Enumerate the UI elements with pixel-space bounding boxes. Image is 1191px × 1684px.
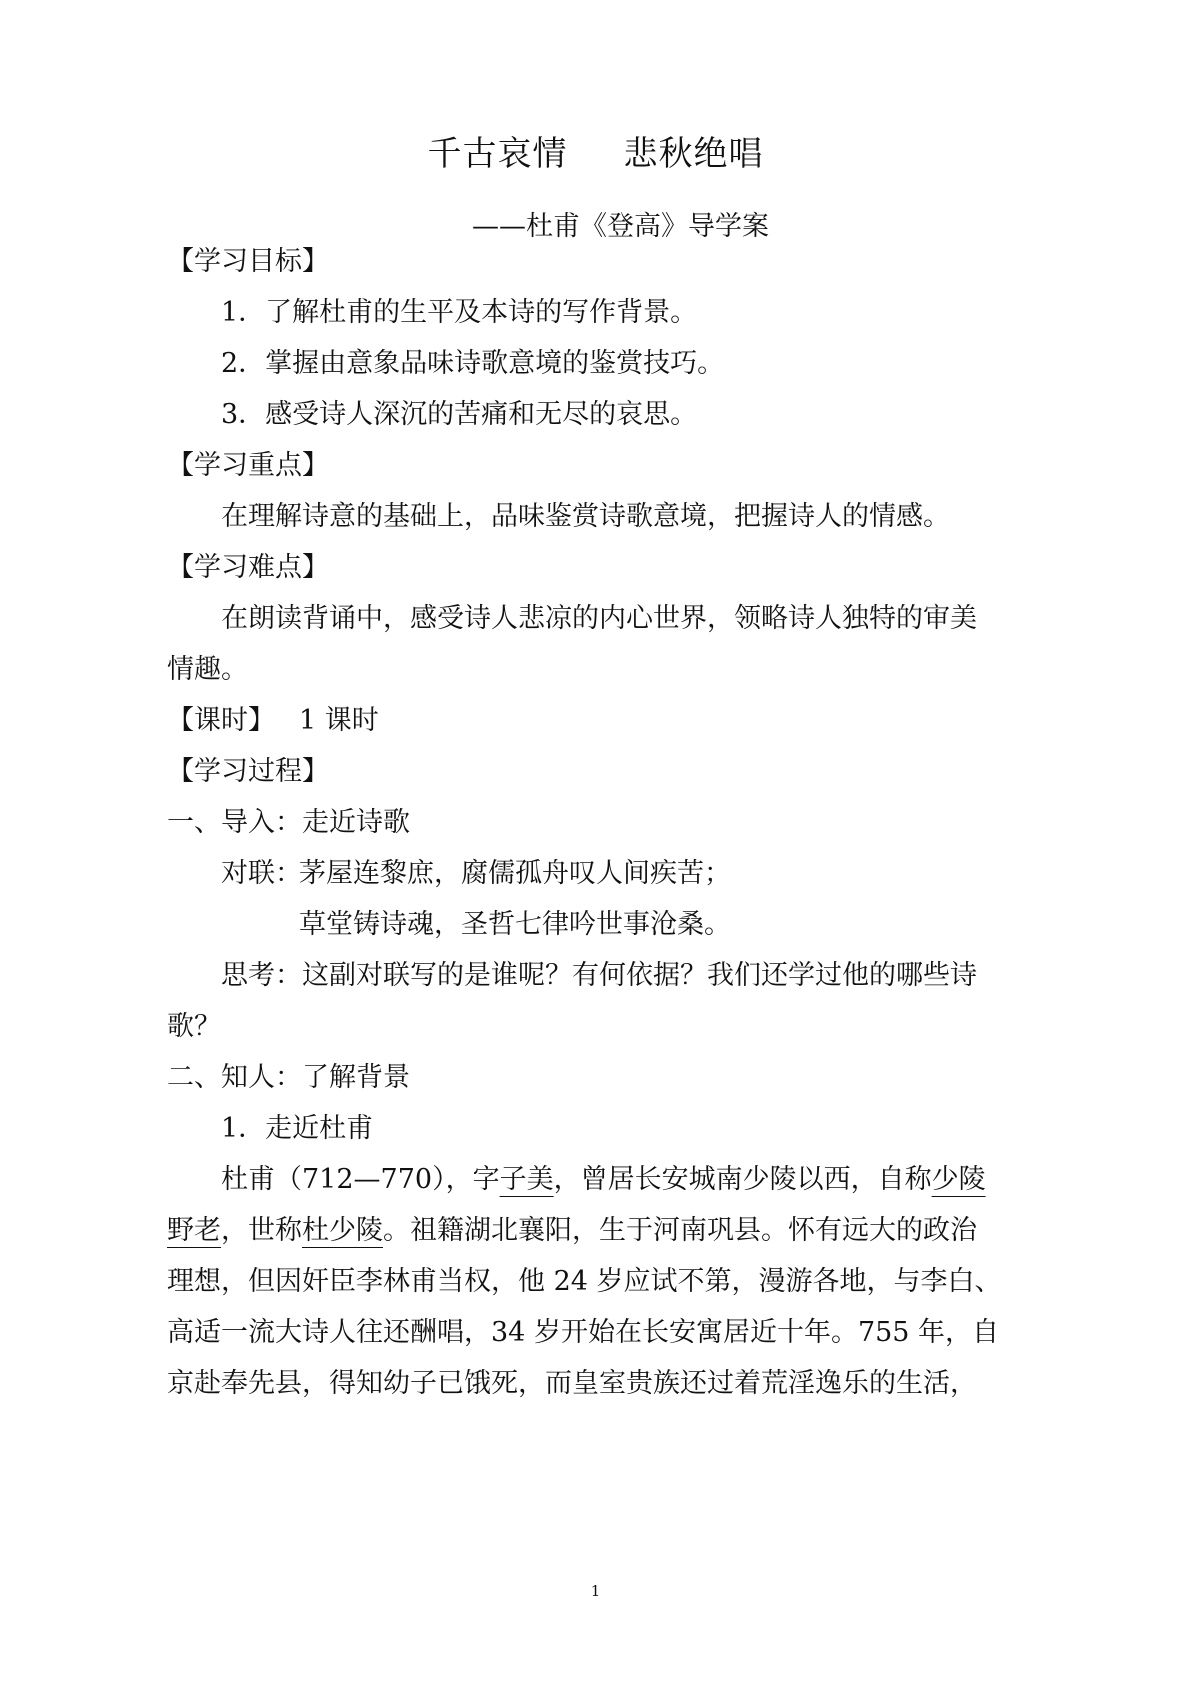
difficulties-heading: 【学习难点】	[167, 552, 329, 583]
bio-line-1	[221, 1166, 986, 1193]
key-points-text: 在理解诗意的基础上，品味鉴赏诗歌意境，把握诗人的情感。	[221, 501, 950, 532]
bio-line-2	[167, 1217, 977, 1244]
section-2-subheading-1: 1．走近杜甫	[221, 1113, 374, 1144]
think-question-line-2: 歌？	[167, 1011, 221, 1042]
bio-line-5: 京赴奉先县，得知幼子已饿死，而皇室贵族还过着荒淫逸乐的生活，	[167, 1368, 977, 1399]
title-part-2: 悲秋绝唱	[623, 134, 764, 174]
bio-text: 。祖籍湖北襄阳，生于河南巩县。怀有远大的政治	[383, 1215, 977, 1246]
bio-line-3: 理想，但因奸臣李林甫当权，他 24 岁应试不第，漫游各地，与李白、	[167, 1266, 1002, 1297]
section-1-heading: 一、导入：走近诗歌	[167, 807, 410, 838]
couplet-label: 对联：	[221, 858, 302, 889]
think-question-line-1: 思考：这副对联写的是谁呢？有何依据？我们还学过他的哪些诗	[221, 960, 977, 991]
process-heading: 【学习过程】	[167, 756, 329, 787]
objective-item-1: 1．了解杜甫的生平及本诗的写作背景。	[221, 297, 698, 328]
page-subtitle: ——杜甫《登高》导学案	[472, 211, 769, 242]
section-2-heading: 二、知人：了解背景	[167, 1062, 410, 1093]
bio-underlined-term: 子美	[499, 1164, 554, 1195]
title-part-1: 千古哀情	[427, 134, 568, 174]
bio-text: ，曾居长安城南少陵以西，自称	[553, 1164, 932, 1195]
objective-item-3: 3．感受诗人深沉的苦痛和无尽的哀思。	[221, 399, 698, 430]
couplet-line-2: 草堂铸诗魂，圣哲七律吟世事沧桑。	[299, 909, 731, 940]
objectives-heading: 【学习目标】	[167, 246, 329, 277]
class-hours-heading: 【课时】	[167, 705, 275, 736]
bio-underlined-term: 少陵	[931, 1164, 986, 1195]
bio-text: ，世称	[221, 1215, 302, 1246]
couplet-line-1: 茅屋连黎庶，腐儒孤舟叹人间疾苦；	[299, 858, 731, 889]
bio-text: 杜甫（712—770），字	[221, 1164, 500, 1195]
page-number: 1	[590, 1582, 601, 1600]
bio-underlined-term: 野老	[167, 1215, 221, 1246]
objective-item-2: 2．掌握由意象品味诗歌意境的鉴赏技巧。	[221, 348, 725, 379]
bio-underlined-term: 杜少陵	[302, 1215, 383, 1246]
class-hours-value: 1 课时	[299, 705, 379, 736]
bio-line-4: 高适一流大诗人往还酬唱，34 岁开始在长安寓居近十年。755 年，自	[167, 1317, 1000, 1348]
key-points-heading: 【学习重点】	[167, 450, 329, 481]
difficulties-text-line-2: 情趣。	[167, 654, 248, 685]
difficulties-text-line-1: 在朗读背诵中，感受诗人悲凉的内心世界，领略诗人独特的审美	[221, 603, 977, 634]
page-title	[0, 134, 1191, 174]
